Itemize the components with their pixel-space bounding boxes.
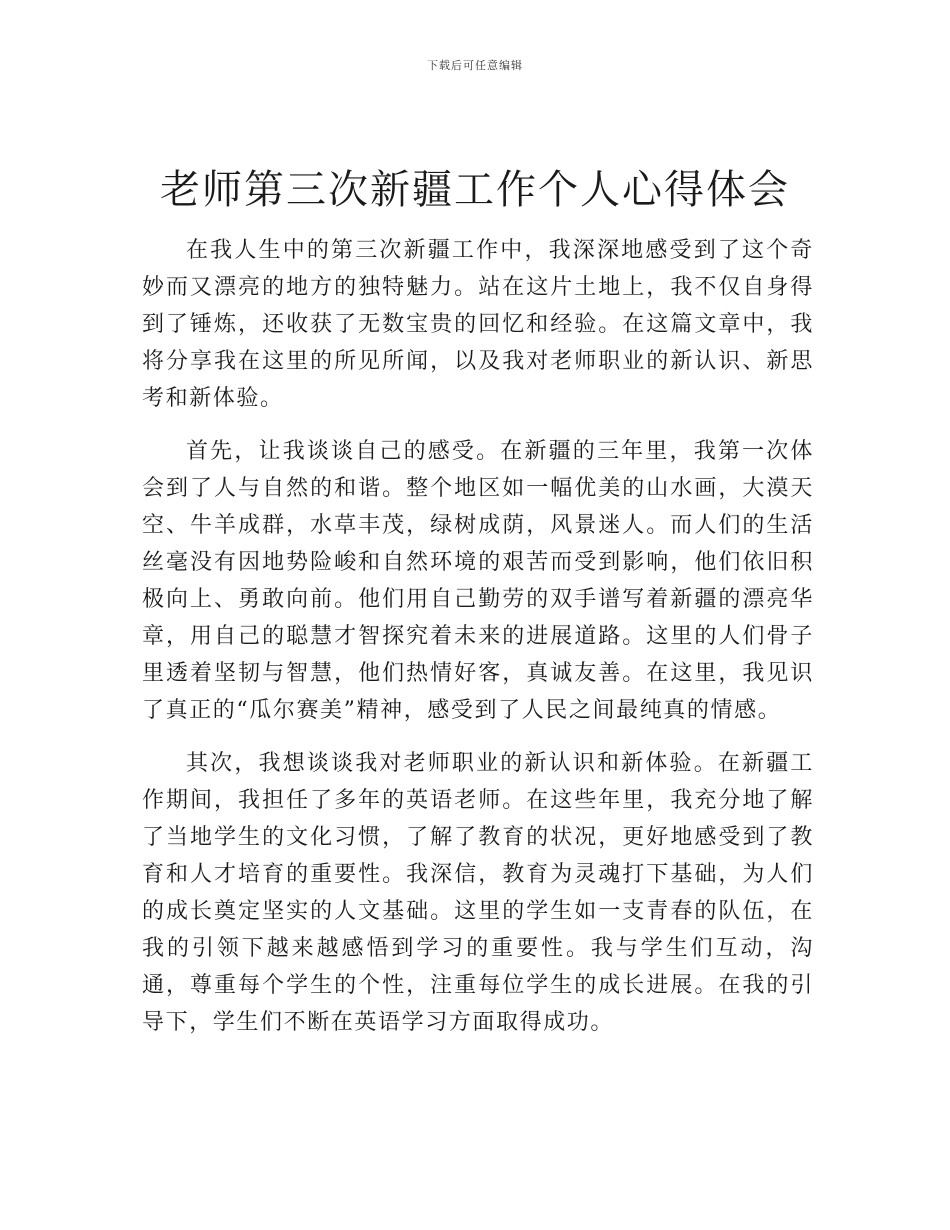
paragraph-3: 其次，我想谈谈我对老师职业的新认识和新体验。在新疆工作期间，我担任了多年的英语老师。在这些年里，我充分地了解了当地学生的文化习惯，了解了教育的状况，更好地感受到了教育和人才培育的重要性。我深信，教育为灵魂打下基础，为人们的成长奠定坚实的人文基础。这里的学生如一支青春的队伍，在我的引领下越来越感悟到学习的重要性。我与学生们互动，沟通，尊重每个学生的个性，注重每位学生的成长进展。在我的引导下，学生们不断在英语学习方面取得成功。: [142, 751, 814, 1035]
paragraph-1: 在我人生中的第三次新疆工作中，我深深地感受到了这个奇妙而又漂亮的地方的独特魅力。站在这片土地上，我不仅自身得到了锤炼，还收获了无数宝贵的回忆和经验。在这篇文章中，我将分享我在这里的所见所闻，以及我对老师职业的新认识、新思考和新体验。: [142, 238, 814, 411]
document-body: [142, 232, 814, 1057]
paragraph-2: 首先，让我谈谈自己的感受。在新疆的三年里，我第一次体会到了人与自然的和谐。整个地区如一幅优美的山水画，大漠天空、牛羊成群，水草丰茂，绿树成荫，风景迷人。而人们的生活丝毫没有因地势险峻和自然环境的艰苦而受到影响，他们依旧积极向上、勇敢向前。他们用自己勤劳的双手谱写着新疆的漂亮华章，用自己的聪慧才智探究着未来的进展道路。这里的人们骨子里透着坚韧与智慧，他们热情好客，真诚友善。在这里，我见识了真正的“瓜尔赛美”精神，感受到了人民之间最纯真的情感。: [142, 439, 814, 723]
document-title: 老师第三次新疆工作个人心得体会: [160, 167, 790, 213]
header-note: 下载后可任意编辑: [427, 59, 523, 72]
